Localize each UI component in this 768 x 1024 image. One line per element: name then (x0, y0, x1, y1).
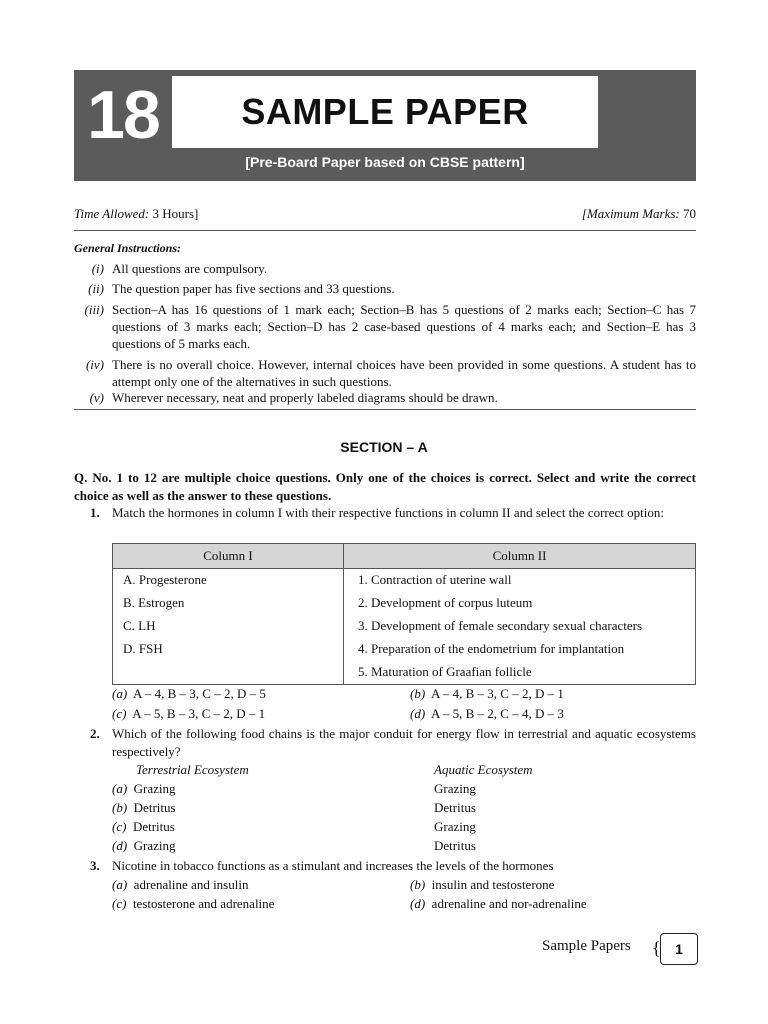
option-text: A – 5, B – 2, C – 4, D – 3 (430, 706, 564, 721)
instruction-num: (ii) (88, 281, 104, 296)
time-value: 3 Hours] (152, 206, 199, 221)
brace-icon: { (652, 938, 661, 958)
divider (74, 230, 696, 231)
option-key: (b) (410, 686, 426, 701)
instructions-title: General Instructions: (74, 241, 182, 255)
option-b (410, 685, 564, 703)
option-text: Detritus (434, 800, 476, 815)
divider (74, 409, 696, 410)
option-key: (d) (112, 838, 128, 853)
marks-label: [Maximum Marks: (581, 206, 680, 221)
paper-title: SAMPLE PAPER (241, 91, 529, 132)
list-item: C. LH (123, 618, 156, 633)
column-1-header: Column I (113, 544, 344, 569)
question-2 (74, 725, 696, 761)
list-item: 5. Maturation of Graafian follicle (358, 664, 532, 679)
option-key: (a) (112, 686, 128, 701)
instruction-text: All questions are compulsory. (112, 261, 268, 276)
instruction-item (74, 389, 696, 407)
option-key: (c) (112, 706, 127, 721)
option-key: (d) (410, 896, 426, 911)
match-table (112, 543, 696, 685)
column-1-cell (113, 569, 344, 685)
option-text: Grazing (133, 781, 176, 796)
instruction-item (74, 301, 696, 355)
option-text: A – 5, B – 3, C – 2, D – 1 (132, 706, 266, 721)
title-box (172, 76, 598, 148)
time-allowed (74, 206, 198, 222)
list-item: 2. Development of corpus luteum (358, 595, 533, 610)
list-item: 4. Preparation of the endometrium for implantation (358, 641, 625, 656)
option-text: Detritus (133, 800, 176, 815)
list-item: D. FSH (123, 641, 163, 656)
instruction-item (74, 280, 696, 298)
option-c (112, 705, 265, 723)
question-text: Which of the following food chains is the major conduit for energy flow in terrestrial and aquatic ecosystems respectively? (112, 726, 696, 759)
option-text: testosterone and adrenaline (132, 896, 275, 911)
page-number: 1 (660, 933, 698, 965)
option-c (112, 895, 274, 913)
option-a (112, 685, 266, 703)
marks-value: 70 (683, 206, 696, 221)
table-header-row (113, 544, 696, 569)
paper-number: 18 (87, 77, 159, 153)
question-number: 2. (90, 726, 100, 741)
column-2-cell (344, 569, 696, 685)
question-3 (74, 857, 696, 875)
option-text: A – 4, B – 3, C – 2, D – 5 (132, 686, 266, 701)
list-item: 3. Development of female secondary sexual characters (358, 618, 643, 633)
instruction-item (74, 356, 696, 392)
aquatic-header: Aquatic Ecosystem (434, 762, 533, 777)
max-marks (582, 206, 696, 222)
option-text: Grazing (434, 781, 476, 796)
question-number: 3. (90, 858, 100, 873)
question-text: Match the hormones in column I with their respective functions in column II and select the correct option: (112, 505, 664, 520)
option-d (112, 837, 176, 855)
instruction-text: There is no overall choice. However, internal choices have been provided in some questions. A student has to attempt only one of the alternatives in such questions. (112, 357, 696, 389)
option-text: adrenaline and nor-adrenaline (431, 896, 587, 911)
option-key: (a) (112, 877, 128, 892)
option-key: (b) (112, 800, 128, 815)
option-key: (a) (112, 781, 128, 796)
option-text: Detritus (132, 819, 175, 834)
option-a (112, 876, 248, 894)
instruction-text: The question paper has five sections and 33 questions. (112, 281, 395, 296)
instruction-num: (iii) (84, 302, 104, 317)
option-key: (b) (410, 877, 426, 892)
table-row (113, 569, 696, 685)
option-text: adrenaline and insulin (133, 877, 249, 892)
list-item: B. Estrogen (123, 595, 185, 610)
option-text: Detritus (434, 838, 476, 853)
terrestrial-header: Terrestrial Ecosystem (136, 762, 249, 777)
header-banner (74, 70, 696, 181)
option-d (410, 705, 564, 723)
option-c (112, 818, 175, 836)
instruction-text: Section–A has 16 questions of 1 mark each; Section–B has 5 questions of 2 marks each; Section–C has 7 questions of 3 marks each; Section–D has 2 case-based questions of 4 marks each; and Section–E has 3 questions of 5 marks each. (112, 302, 696, 351)
instruction-num: (i) (91, 261, 104, 276)
option-d (410, 895, 587, 913)
option-b (112, 799, 176, 817)
option-key: (c) (112, 896, 127, 911)
instruction-text: Wherever necessary, neat and properly labeled diagrams should be drawn. (112, 390, 498, 405)
question-number: 1. (90, 505, 100, 520)
footer-label: Sample Papers (542, 938, 631, 954)
option-b (410, 876, 554, 894)
question-text: Nicotine in tobacco functions as a stimulant and increases the levels of the hormones (112, 858, 554, 873)
option-text: Grazing (133, 838, 176, 853)
question-1 (74, 504, 696, 540)
list-item: A. Progesterone (123, 572, 207, 587)
instruction-num: (iv) (85, 357, 104, 372)
paper-subtitle: [Pre-Board Paper based on CBSE pattern] (245, 154, 525, 170)
option-key: (d) (410, 706, 426, 721)
list-item: 1. Contraction of uterine wall (358, 572, 512, 587)
section-title: SECTION – A (340, 439, 428, 455)
option-a (112, 780, 176, 798)
instruction-num: (v) (89, 390, 104, 405)
option-key: (c) (112, 819, 127, 834)
time-label: Time Allowed: (74, 206, 150, 221)
option-text: Grazing (434, 819, 476, 834)
instruction-item (74, 260, 696, 278)
option-text: A – 4, B – 3, C – 2, D – 1 (430, 686, 564, 701)
column-2-header: Column II (344, 544, 696, 569)
option-text: insulin and testosterone (431, 877, 555, 892)
section-intro: Q. No. 1 to 12 are multiple choice questions. Only one of the choices is correct. Select and write the correct choice as well as the answer to these questions. (74, 470, 696, 503)
